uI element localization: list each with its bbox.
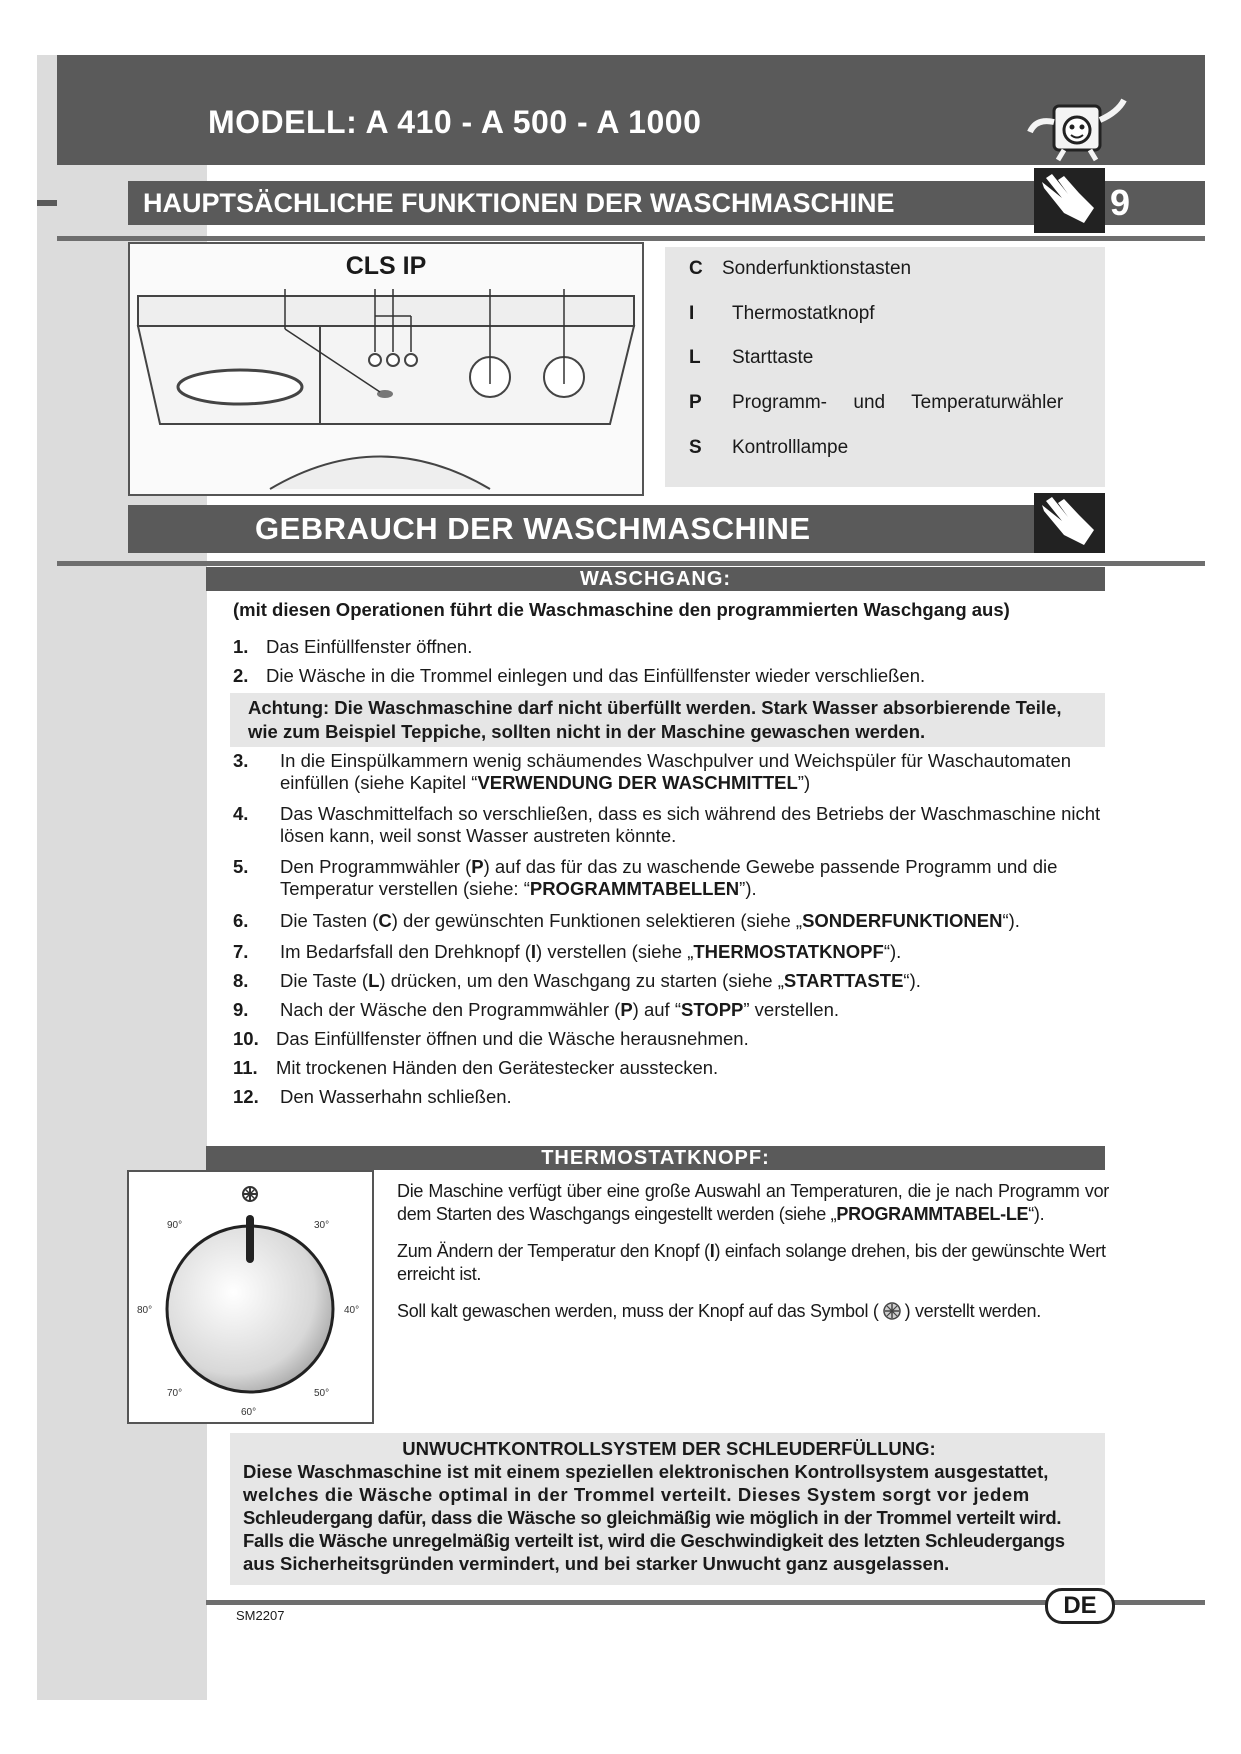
dial-label-50: 50°: [314, 1388, 330, 1399]
dial-label-70: 70°: [167, 1388, 183, 1399]
thermostat-dial-drawing: [129, 1172, 372, 1422]
dial-label-30: 30°: [314, 1220, 330, 1231]
unbalance-line: Schleudergang dafür, dass die Wäsche so gleichmäßig wie möglich in der Trommel verteilt wird.: [243, 1507, 1062, 1528]
warning-line: Achtung: Die Waschmaschine darf nicht überfüllt werden. Stark Wasser absorbierende Teile,: [248, 697, 1062, 718]
unbalance-line: aus Sicherheitsgründen vermindert, und bei starker Unwucht ganz ausgelassen.: [243, 1553, 950, 1574]
legend-item-l: L Starttaste: [689, 347, 814, 368]
section-rule-2: [57, 561, 1205, 566]
thermostat-paragraph: Die Maschine verfügt über eine große Auswahl an Temperaturen, die je nach Programm vor dem Starten des Waschgangs eingestellt werden (siehe „PROGRAMMTABEL-LE“).: [397, 1181, 1109, 1224]
model-title: MODELL: A 410 - A 500 - A 1000: [208, 104, 702, 140]
wash-cycle-intro: (mit diesen Operationen führt die Waschmaschine den programmierten Waschgang aus): [233, 599, 1010, 620]
dial-label-60: 60°: [241, 1407, 257, 1418]
thermostat-paragraph: Soll kalt gewaschen werden, muss der Knopf auf das Symbol ( ) verstellt werden.: [397, 1301, 1041, 1321]
dial-label-80: 80°: [137, 1305, 153, 1316]
thermostat-subheading: THERMOSTATKNOPF:: [206, 1146, 1105, 1170]
functions-section-title: HAUPTSÄCHLICHE FUNKTIONEN DER WASCHMASCHINE: [128, 181, 1034, 225]
panel-model-label: CLS IP: [345, 252, 427, 280]
legend-item-i: I Thermostatknopf: [689, 303, 875, 324]
dial-label-90: 90°: [167, 1220, 183, 1231]
control-panel-figure: [128, 242, 644, 496]
hand-icon: [1034, 168, 1105, 233]
unbalance-title: UNWUCHTKONTROLLSYSTEM DER SCHLEUDERFÜLLUNG:: [402, 1438, 936, 1459]
unbalance-line: Falls die Wäsche unregelmäßig verteilt ist, wird die Geschwindigkeit des letzten Schleudergangs: [243, 1530, 1065, 1551]
dial-label-40: 40°: [344, 1305, 360, 1316]
washing-machine-mascot-icon: [1024, 92, 1134, 164]
unbalance-line: Diese Waschmaschine ist mit einem speziellen elektronischen Kontrollsystem ausgestattet,: [243, 1461, 1049, 1482]
wash-steps-list: 1. Das Einfüllfenster öffnen. 2. Die Wäsche in die Trommel einlegen und das Einfüllfenster wieder verschließen. 3. In die Einspülkammern wenig schäumendes Waschpulver und Weichspüler für Waschautomaten einfüllen (siehe Kapitel “VERWENDUNG DER WASCHMITTEL”) 4. Das Waschmittelfach so verschließen, dass es sich während des Betriebs der Waschmaschine nicht lösen kann, weil sonst Wasser austreten könnte. 5. Den Programmwähler (P) auf das für das zu waschende Gewebe passende Programm und die Temperatur verstellen (siehe: “PROGRAMMTABELLEN”). 6. Die Tasten (C) der gewünschten Funktionen selektieren (siehe „SONDERFUNKTIONEN“). 7. Im Bedarfsfall den Drehknopf (I) verstellen (siehe „THERMOSTATKNOPF“). 8. Die Taste (L) drücken, um den Waschgang zu starten (siehe „STARTTASTE“). 9. Nach der Wäsche den Programmwähler (P) auf “STOPP” verstellen. 10. Das Einfüllfenster öffnen und die Wäsche herausnehmen. 11. Mit trockenen Händen den Gerätestecker ausstecken. 12. Den Wasserhahn schließen.: [233, 636, 1101, 1107]
legend-item-s: S Kontrolllampe: [689, 437, 849, 458]
panel-legend: [665, 247, 1105, 487]
hand-tab: [1034, 168, 1105, 233]
control-panel-drawing: [130, 244, 642, 494]
section-rule: [57, 236, 1205, 241]
hand-icon: [1034, 493, 1105, 553]
legend-item-p: P Programm- und Temperaturwähler: [689, 392, 1064, 413]
usage-section-title: GEBRAUCH DER WASCHMASCHINE: [128, 505, 1034, 553]
language-badge: DE: [1045, 1588, 1115, 1624]
thermostat-description: [397, 1180, 1109, 1337]
unbalance-control-box: [230, 1433, 1105, 1585]
thermostat-paragraph: Zum Ändern der Temperatur den Knopf (I) einfach solange drehen, bis der gewünschte Wert erreicht ist.: [397, 1241, 1106, 1284]
page-number-tab: [1105, 181, 1205, 225]
page-number: 9: [1110, 182, 1131, 223]
hand-tab-2: [1034, 493, 1105, 553]
snowflake-icon: [882, 1302, 902, 1320]
warning-line: wie zum Beispiel Teppiche, sollten nicht in der Maschine gewaschen werden.: [248, 721, 926, 742]
unbalance-line: welches die Wäsche optimal in der Trommel verteilt. Dieses System sorgt vor jedem: [243, 1484, 1030, 1505]
overfill-warning: [230, 693, 1105, 747]
thermostat-dial-figure: [127, 1170, 374, 1424]
margin-tick: [37, 200, 57, 206]
legend-item-c: C Sonderfunktionstasten: [689, 258, 912, 279]
wash-cycle-subheading: WASCHGANG:: [206, 567, 1105, 591]
document-code: SM2207: [236, 1608, 285, 1623]
snowflake-icon: [243, 1187, 257, 1201]
